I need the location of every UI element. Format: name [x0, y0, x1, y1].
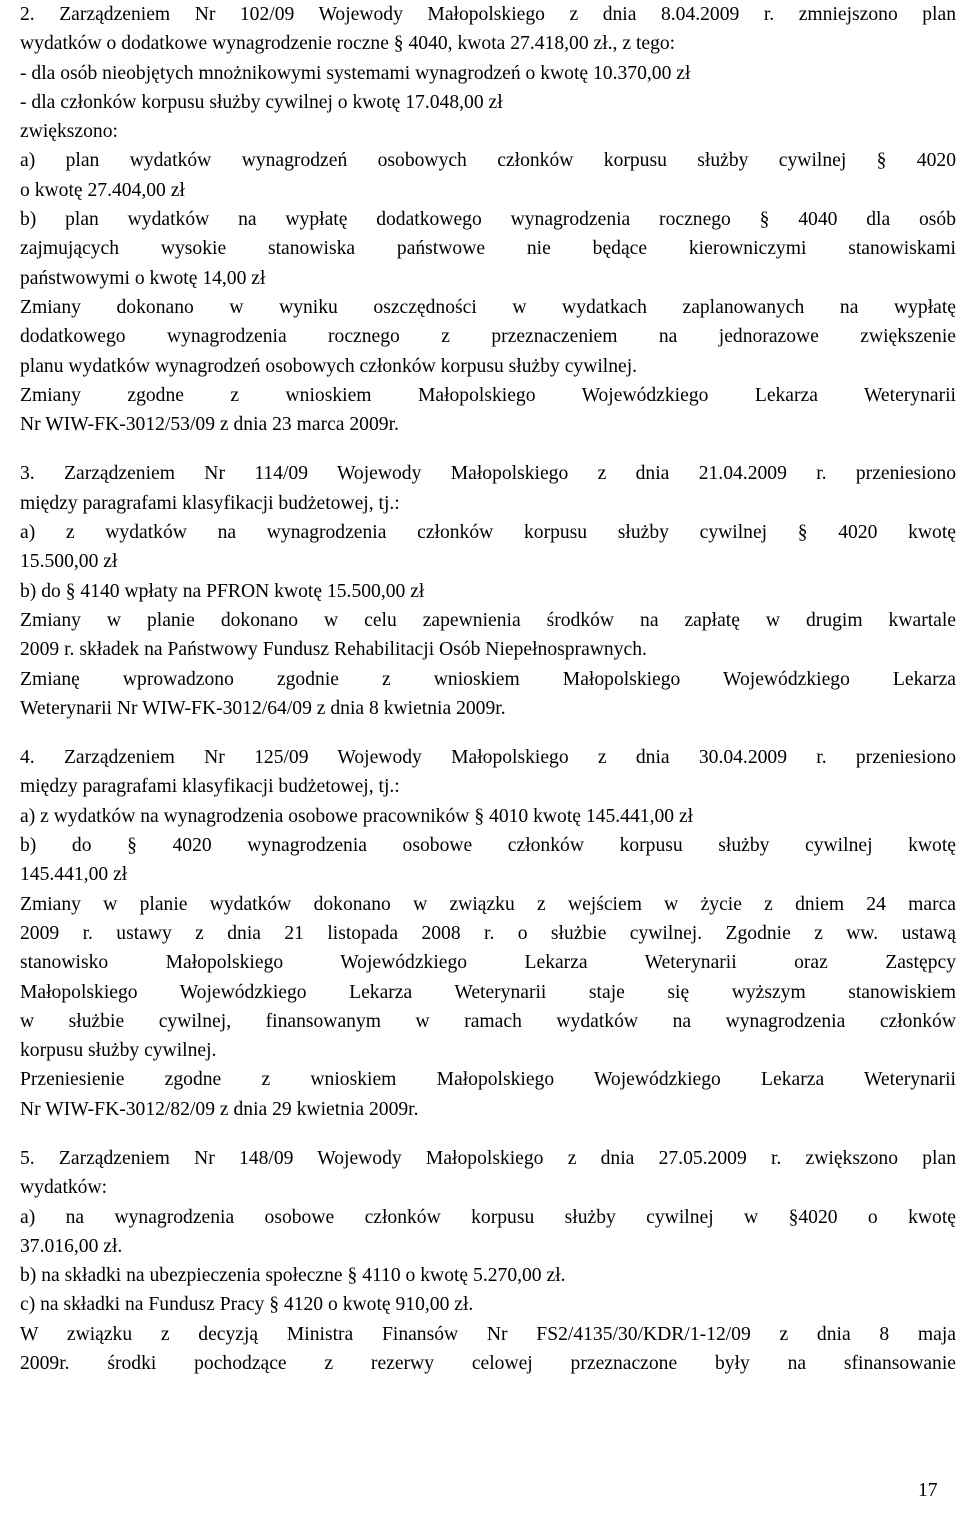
section-gap	[20, 1124, 956, 1144]
text-line: wydatków:	[20, 1177, 108, 1199]
text-line: W związku z decyzją Ministra Finansów Nr FS2/4135/30/KDR/1-12/09 z dnia 8 maja	[20, 1323, 956, 1345]
text-line: Zmiany zgodne z wnioskiem Małopolskiego Wojewódzkiego Lekarza Weterynarii	[20, 384, 956, 406]
text-line: a) z wydatków na wynagrodzenia osobowe pracowników § 4010 kwotę 145.441,00 zł	[20, 805, 694, 827]
text-line: 4. Zarządzeniem Nr 125/09 Wojewody Małopolskiego z dnia 30.04.2009 r. przeniesiono	[20, 747, 956, 769]
text-line: b) plan wydatków na wypłatę dodatkowego wynagrodzenia rocznego § 4040 dla osób	[20, 209, 956, 231]
text-line: 15.500,00 zł	[20, 551, 118, 573]
text-line: 37.016,00 zł.	[20, 1235, 123, 1257]
text-line: zwiększono:	[20, 121, 118, 143]
text-line: 2. Zarządzeniem Nr 102/09 Wojewody Małopolskiego z dnia 8.04.2009 r. zmniejszono plan	[20, 4, 956, 25]
text-line: - dla członków korpusu służby cywilnej o kwotę 17.048,00 zł	[20, 91, 503, 113]
text-line: a) na wynagrodzenia osobowe członków korpusu służby cywilnej w §4020 o kwotę	[20, 1206, 956, 1228]
text-line: Małopolskiego Wojewódzkiego Lekarza Weterynarii staje się wyższym stanowiskiem	[20, 981, 956, 1003]
document-page	[20, 0, 956, 1515]
text-line: między paragrafami klasyfikacji budżetowej, tj.:	[20, 776, 400, 798]
section-gap	[20, 723, 956, 743]
section-3	[20, 459, 956, 723]
text-line: a) plan wydatków wynagrodzeń osobowych członków korpusu służby cywilnej § 4020	[20, 150, 956, 172]
text-line: Zmiany w planie dokonano w celu zapewnienia środków na zapłatę w drugim kwartale	[20, 609, 956, 631]
text-line: Nr WIW-FK-3012/82/09 z dnia 29 kwietnia 2009r.	[20, 1098, 419, 1120]
text-line: o kwotę 27.404,00 zł	[20, 179, 185, 201]
text-line: między paragrafami klasyfikacji budżetowej, tj.:	[20, 492, 400, 514]
text-line: - dla osób nieobjętych mnożnikowymi systemami wynagrodzeń o kwotę 10.370,00 zł	[20, 62, 691, 84]
text-line: Zmiany dokonano w wyniku oszczędności w wydatkach zaplanowanych na wypłatę	[20, 296, 956, 318]
page-number: 17	[918, 1480, 938, 1501]
text-line: Nr WIW-FK-3012/53/09 z dnia 23 marca 2009r.	[20, 414, 399, 436]
text-line: b) na składki na ubezpieczenia społeczne § 4110 o kwotę 5.270,00 zł.	[20, 1265, 566, 1287]
text-line: stanowisko Małopolskiego Wojewódzkiego Lekarza Weterynarii oraz Zastępcy	[20, 952, 956, 974]
text-line: 2009 r. ustawy z dnia 21 listopada 2008 r. o służbie cywilnej. Zgodnie z ww. ustawą	[20, 922, 956, 944]
section-5	[20, 1144, 956, 1378]
text-line: Zmianę wprowadzono zgodnie z wnioskiem Małopolskiego Wojewódzkiego Lekarza	[20, 668, 956, 690]
text-line: 2009 r. składek na Państwowy Fundusz Rehabilitacji Osób Niepełnosprawnych.	[20, 639, 647, 661]
text-line: wydatków o dodatkowe wynagrodzenie roczne § 4040, kwota 27.418,00 zł., z tego:	[20, 33, 676, 55]
text-line: 3. Zarządzeniem Nr 114/09 Wojewody Małopolskiego z dnia 21.04.2009 r. przeniesiono	[20, 463, 956, 485]
text-line: planu wydatków wynagrodzeń osobowych członków korpusu służby cywilnej.	[20, 355, 638, 377]
text-line: b) do § 4140 wpłaty na PFRON kwotę 15.500,00 zł	[20, 580, 425, 602]
text-line: b) do § 4020 wynagrodzenia osobowe członków korpusu służby cywilnej kwotę	[20, 835, 956, 857]
text-line: państwowymi o kwotę 14,00 zł	[20, 267, 266, 289]
text-line: 2009r. środki pochodzące z rezerwy celowej przeznaczone były na sfinansowanie	[20, 1353, 956, 1375]
text-line: c) na składki na Fundusz Pracy § 4120 o kwotę 910,00 zł.	[20, 1294, 474, 1316]
text-line: 145.441,00 zł	[20, 864, 128, 886]
section-2	[20, 0, 956, 439]
text-line: dodatkowego wynagrodzenia rocznego z przeznaczeniem na jednorazowe zwiększenie	[20, 326, 956, 348]
text-line: Weterynarii Nr WIW-FK-3012/64/09 z dnia 8 kwietnia 2009r.	[20, 697, 506, 719]
section-gap	[20, 439, 956, 459]
section-4	[20, 743, 956, 1124]
text-line: Przeniesienie zgodne z wnioskiem Małopolskiego Wojewódzkiego Lekarza Weterynarii	[20, 1069, 956, 1091]
text-line: zajmujących wysokie stanowiska państwowe nie będące kierowniczymi stanowiskami	[20, 238, 956, 260]
text-line: w służbie cywilnej, finansowanym w ramach wydatków na wynagrodzenia członków	[20, 1010, 956, 1032]
text-line: korpusu służby cywilnej.	[20, 1040, 217, 1062]
text-line: a) z wydatków na wynagrodzenia członków korpusu służby cywilnej § 4020 kwotę	[20, 522, 956, 544]
text-line: Zmiany w planie wydatków dokonano w związku z wejściem w życie z dniem 24 marca	[20, 893, 956, 915]
text-line: 5. Zarządzeniem Nr 148/09 Wojewody Małopolskiego z dnia 27.05.2009 r. zwiększono plan	[20, 1147, 956, 1169]
